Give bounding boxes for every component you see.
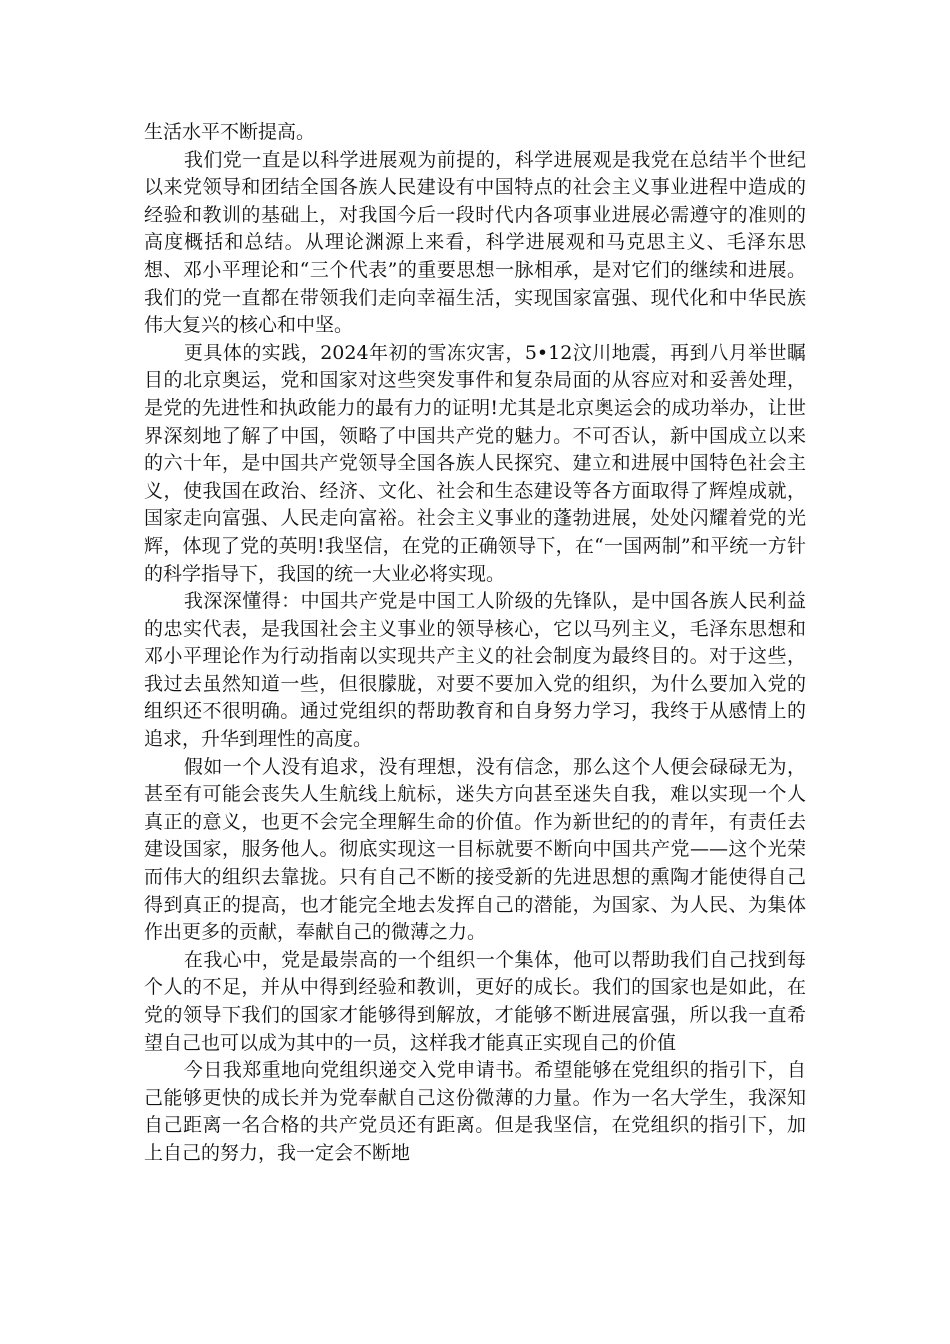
paragraph: 我深深懂得：中国共产党是中国工人阶级的先锋队，是中国各族人民利益的忠实代表，是我国社会主义事业的领导核心，它以马列主义，毛泽东思想和邓小平理论作为行动指南以实现共产主义的社会制度为最终目的。对于这些，我过去虽然知道一些，但很朦胧，对要不要加入党的组织，为什么要加入党的组织还不很明确。通过党组织的帮助教育和自身努力学习，我终于从感情上的追求，升华到理性的高度。 (144, 590, 806, 751)
paragraph: 我们党一直是以科学进展观为前提的，科学进展观是我党在总结半个世纪以来党领导和团结全国各族人民建设有中国特点的社会主义事业进程中造成的经验和教训的基础上，对我国今后一段时代内各项事业进展必需遵守的准则的高度概括和总结。从理论渊源上来看，科学进展观和马克思主义、毛泽东思想、邓小平理论和“三个代表”的重要思想一脉相承，是对它们的继续和进展。我们的党一直都在带领我们走向幸福生活，实现国家富强、现代化和中华民族伟大复兴的核心和中坚。 (144, 148, 806, 337)
paragraph: 今日我郑重地向党组织递交入党申请书。希望能够在党组织的指引下，自己能够更快的成长并为党奉献自己这份微薄的力量。作为一名大学生，我深知自己距离一名合格的共产党员还有距离。但是我坚信，在党组织的指引下，加上自己的努力，我一定会不断地 (144, 1059, 806, 1164)
paragraph: 生活水平不断提高。 (144, 121, 316, 143)
paragraph: 更具体的实践，2024年初的雪冻灾害，5•12汶川地震，再到八月举世瞩目的北京奥运，党和国家对这些突发事件和复杂局面的从容应对和妥善处理，是党的先进性和执政能力的最有力的证明!尤其是北京奥运会的成功举办，让世界深刻地了解了中国，领略了中国共产党的魅力。不可否认，新中国成立以来的六十年，是中国共产党领导全国各族人民探究、建立和进展中国特色社会主义，使我国在政治、经济、文化、社会和生态建设等各方面取得了辉煌成就，国家走向富强、人民走向富裕。社会主义事业的蓬勃进展，处处闪耀着党的光辉，体现了党的英明!我坚信，在党的正确领导下，在“一国两制”和平统一方针的科学指导下，我国的统一大业必将实现。 (144, 341, 806, 585)
document-body (144, 119, 806, 1168)
paragraph: 在我心中，党是最崇高的一个组织一个集体，他可以帮助我们自己找到每个人的不足，并从中得到经验和教训，更好的成长。我们的国家也是如此，在党的领导下我们的国家才能够得到解放，才能够不断进展富强，所以我一直希望自己也可以成为其中的一员，这样我才能真正实现自己的价值 (144, 948, 806, 1054)
paragraph: 假如一个人没有追求，没有理想，没有信念，那么这个人便会碌碌无为，甚至有可能会丧失人生航线上航标，迷失方向甚至迷失自我，难以实现一个人真正的意义，也更不会完全理解生命的价值。作为新世纪的的青年，有责任去建设国家，服务他人。彻底实现这一目标就要不断向中国共产党——这个光荣而伟大的组织去靠拢。只有自己不断的接受新的先进思想的熏陶才能使得自己得到真正的提高，也才能完全地去发挥自己的潜能，为国家、为人民、为集体作出更多的贡献，奉献自己的微薄之力。 (144, 755, 806, 944)
